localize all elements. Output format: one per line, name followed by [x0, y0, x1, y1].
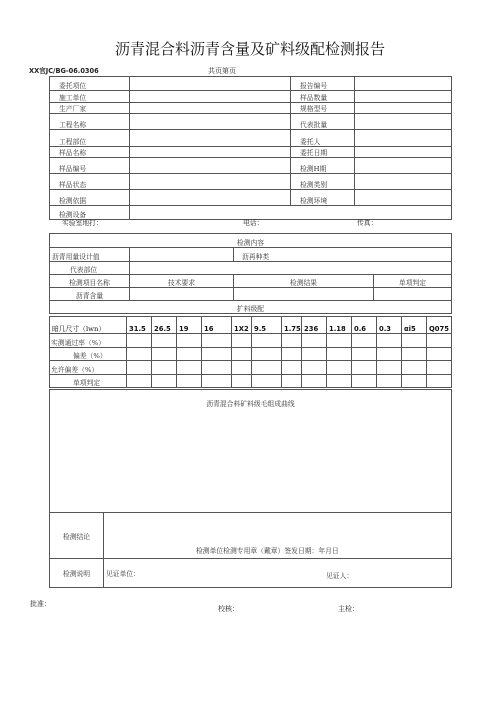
sieve-size: 26.5	[152, 317, 177, 334]
sieve-size: 1.18	[327, 317, 352, 334]
sieve-size: αi5	[402, 317, 427, 334]
content-header: 检测内容	[50, 234, 452, 248]
info-label: 检测环境	[291, 190, 355, 206]
info-label: 代表批量	[291, 114, 355, 130]
approve-label: 批准：	[30, 600, 51, 608]
info-value	[130, 114, 291, 130]
asphalt-content-label: 沥青含量	[50, 288, 130, 301]
info-value	[355, 91, 452, 103]
info-table	[49, 76, 452, 220]
sieve-size: 9.5	[252, 317, 282, 334]
info-value	[130, 174, 291, 190]
remarks-cell	[104, 559, 452, 588]
gradation-header: 扩料级配	[50, 301, 452, 314]
grad-row	[50, 348, 452, 361]
info-value	[130, 77, 291, 91]
info-value	[130, 190, 291, 206]
equipment-label: 检测设备	[50, 206, 130, 220]
main-inspector-label: 主检：	[338, 605, 359, 613]
info-label: 工程名称	[50, 114, 130, 130]
conclusion-cell	[104, 513, 452, 559]
info-label: 样品名称	[50, 147, 130, 158]
witness-unit-label: 见证单位：	[106, 570, 140, 578]
review-label: 校核：	[218, 605, 239, 613]
fax-label: 传真：	[357, 219, 378, 227]
column-header: 检测项目名称	[50, 275, 130, 288]
document-code: XX官JC/BG-06.0306	[29, 67, 99, 75]
conclusion-label: 检测结论	[50, 513, 104, 559]
info-row	[50, 158, 452, 174]
curve-label: 沥青混合料矿料级毛组成曲线	[206, 400, 295, 408]
sieve-size: 0.6	[352, 317, 377, 334]
info-value	[355, 158, 452, 174]
info-value	[130, 91, 291, 103]
column-header: 技术要求	[130, 275, 234, 288]
column-header: 检测结果	[234, 275, 374, 288]
asphalt-type-label: 沥再种类	[234, 248, 452, 262]
info-label: 工程部位	[50, 130, 130, 147]
remarks-label: 检测说明	[50, 559, 104, 588]
grad-row	[50, 334, 452, 348]
sieve-size: 16	[202, 317, 232, 334]
info-row	[50, 190, 452, 206]
info-row	[50, 130, 452, 147]
info-label: 检测H期	[291, 158, 355, 174]
equipment-value	[130, 206, 452, 220]
grad-row-label: 实测通过率（%）	[50, 334, 127, 348]
result-table	[49, 389, 452, 588]
sieve-size: 1X2	[232, 317, 252, 334]
info-label: 样品编号	[50, 158, 130, 174]
info-label: 检测类别	[291, 174, 355, 190]
rep-part-label: 代表部位	[50, 262, 130, 275]
grad-row	[50, 375, 452, 388]
info-label: 委托日期	[291, 147, 355, 158]
sieve-size: 0.3	[377, 317, 402, 334]
grad-row-label: 偏差（%）	[50, 348, 127, 361]
witness-label: 见证人：	[326, 572, 354, 580]
info-value	[130, 103, 291, 114]
info-value	[355, 190, 452, 206]
info-value	[355, 103, 452, 114]
info-label: 检测依据	[50, 190, 130, 206]
info-value	[130, 130, 291, 147]
column-header: 单项判定	[374, 275, 452, 288]
info-row	[50, 91, 452, 103]
sieve-label: 暗几尺寸（lwn）	[50, 317, 127, 334]
info-row	[50, 77, 452, 91]
report-title: 沥青混合料沥青含量及矿料级配检测报告	[114, 40, 385, 58]
page-info: 共页第页	[208, 67, 236, 75]
info-label: 样品状态	[50, 174, 130, 190]
info-label: 样品数量	[291, 91, 355, 103]
sieve-size: 1.75	[282, 317, 302, 334]
info-row	[50, 147, 452, 158]
info-value	[355, 114, 452, 130]
info-row	[50, 114, 452, 130]
content-column-headers	[50, 275, 452, 288]
info-value	[355, 130, 452, 147]
grad-row-label: 单项判定	[50, 375, 127, 388]
content-table	[49, 233, 452, 314]
info-label: 规格型号	[291, 103, 355, 114]
sieve-size: Q075	[427, 317, 452, 334]
asphalt-design-label: 沥青用量设计值	[50, 248, 130, 262]
grad-row	[50, 361, 452, 375]
info-label: 委托项位	[50, 77, 130, 91]
gradation-curve-area	[50, 390, 452, 513]
grad-row-label: 允许偏差（%）	[50, 361, 127, 375]
info-value	[130, 147, 291, 158]
info-value	[355, 147, 452, 158]
sieve-size: 31.5	[127, 317, 152, 334]
info-label: 报告编号	[291, 77, 355, 91]
info-value	[355, 174, 452, 190]
asphalt-design-value	[130, 248, 234, 262]
gradation-table	[49, 316, 452, 388]
phone-label: 电话：	[243, 219, 264, 227]
info-label: 生产厂家	[50, 103, 130, 114]
sieve-size: 236	[302, 317, 327, 334]
info-value	[355, 77, 452, 91]
info-row	[50, 174, 452, 190]
info-value	[130, 158, 291, 174]
sieve-size: 19	[177, 317, 202, 334]
seal-text: 检测单位检测专用章（戴章）签发日期：年月日	[196, 547, 339, 555]
info-label: 委托人	[291, 130, 355, 147]
info-label: 施工单位	[50, 91, 130, 103]
lab-address-label: 实验室地打：	[62, 219, 103, 227]
info-row	[50, 103, 452, 114]
equipment-row	[50, 206, 452, 220]
rep-part-value	[130, 262, 452, 275]
sieve-size-row	[50, 317, 452, 334]
